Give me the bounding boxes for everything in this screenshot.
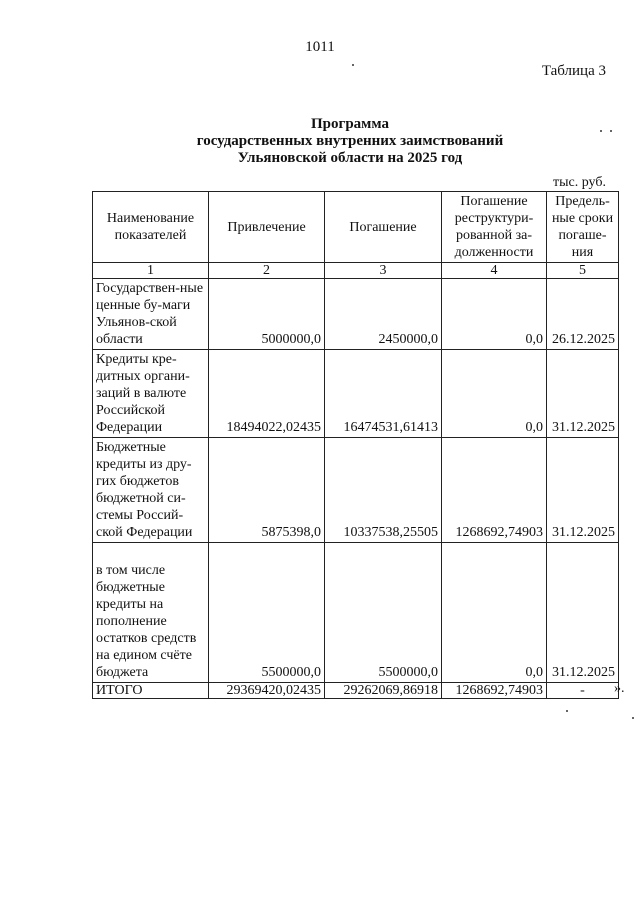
row-attraction: 5500000,0 — [209, 543, 325, 683]
row-deadline: 31.12.2025 — [547, 350, 619, 438]
row-restructured: 1268692,74903 — [442, 438, 547, 543]
column-number: 1 — [93, 263, 209, 279]
row-attraction: 18494022,02435 — [209, 350, 325, 438]
table-row — [93, 279, 619, 350]
scan-speck — [632, 717, 634, 719]
row-attraction: 5000000,0 — [209, 279, 325, 350]
row-repayment: 2450000,0 — [325, 279, 442, 350]
column-number: 2 — [209, 263, 325, 279]
column-number: 4 — [442, 263, 547, 279]
header-deadline: Предель-ные сроки погаше-ния — [547, 192, 619, 263]
title-line-2: государственных внутренних заимствований — [196, 133, 504, 149]
scan-speck — [566, 710, 568, 712]
row-repayment: 10337538,25505 — [325, 438, 442, 543]
closing-quote-mark: ». — [614, 681, 625, 696]
header-repayment: Погашение — [325, 192, 442, 263]
row-name: Бюджетные кредиты из дру-гих бюджетов бюджетной си-стемы Россий-ской Федерации — [93, 438, 209, 543]
table-row — [93, 543, 619, 683]
table-row — [93, 438, 619, 543]
table-header-row — [93, 192, 619, 263]
total-row — [93, 683, 619, 699]
column-number-row — [93, 263, 619, 279]
column-number: 3 — [325, 263, 442, 279]
table-row — [93, 350, 619, 438]
table-label: Таблица 3 — [541, 63, 606, 79]
row-restructured: 0,0 — [442, 350, 547, 438]
title-line-3: Ульяновской области на 2025 год — [237, 150, 463, 166]
header-indicator-name: Наименование показателей — [93, 192, 209, 263]
document-title — [0, 116, 640, 167]
total-deadline: - — [547, 683, 619, 699]
row-repayment: 16474531,61413 — [325, 350, 442, 438]
row-repayment: 5500000,0 — [325, 543, 442, 683]
row-name: в том числе бюджетные кредиты на пополнение остатков средств на едином счёте бюджета — [93, 543, 209, 683]
header-attraction: Привлечение — [209, 192, 325, 263]
row-deadline: 26.12.2025 — [547, 279, 619, 350]
page-number: 1011 — [305, 39, 335, 55]
row-deadline: 31.12.2025 — [547, 438, 619, 543]
scan-speck — [600, 130, 602, 132]
row-attraction: 5875398,0 — [209, 438, 325, 543]
row-name: Кредиты кре-дитных органи-заций в валюте Российской Федерации — [93, 350, 209, 438]
row-restructured: 0,0 — [442, 279, 547, 350]
row-name: Государствен-ные ценные бу-маги Ульянов-ской области — [93, 279, 209, 350]
scan-speck — [352, 64, 354, 66]
total-repayment: 29262069,86918 — [325, 683, 442, 699]
column-number: 5 — [547, 263, 619, 279]
row-deadline: 31.12.2025 — [547, 543, 619, 683]
total-name: ИТОГО — [93, 683, 209, 699]
total-restructured: 1268692,74903 — [442, 683, 547, 699]
units-label: тыс. руб. — [553, 175, 606, 190]
borrowing-program-table — [92, 191, 619, 699]
header-restructured-repayment: Погашение реструктури-рованной за-долженности — [442, 192, 547, 263]
total-attraction: 29369420,02435 — [209, 683, 325, 699]
title-line-1: Программа — [311, 116, 389, 132]
scan-speck — [610, 130, 612, 132]
row-restructured: 0,0 — [442, 543, 547, 683]
